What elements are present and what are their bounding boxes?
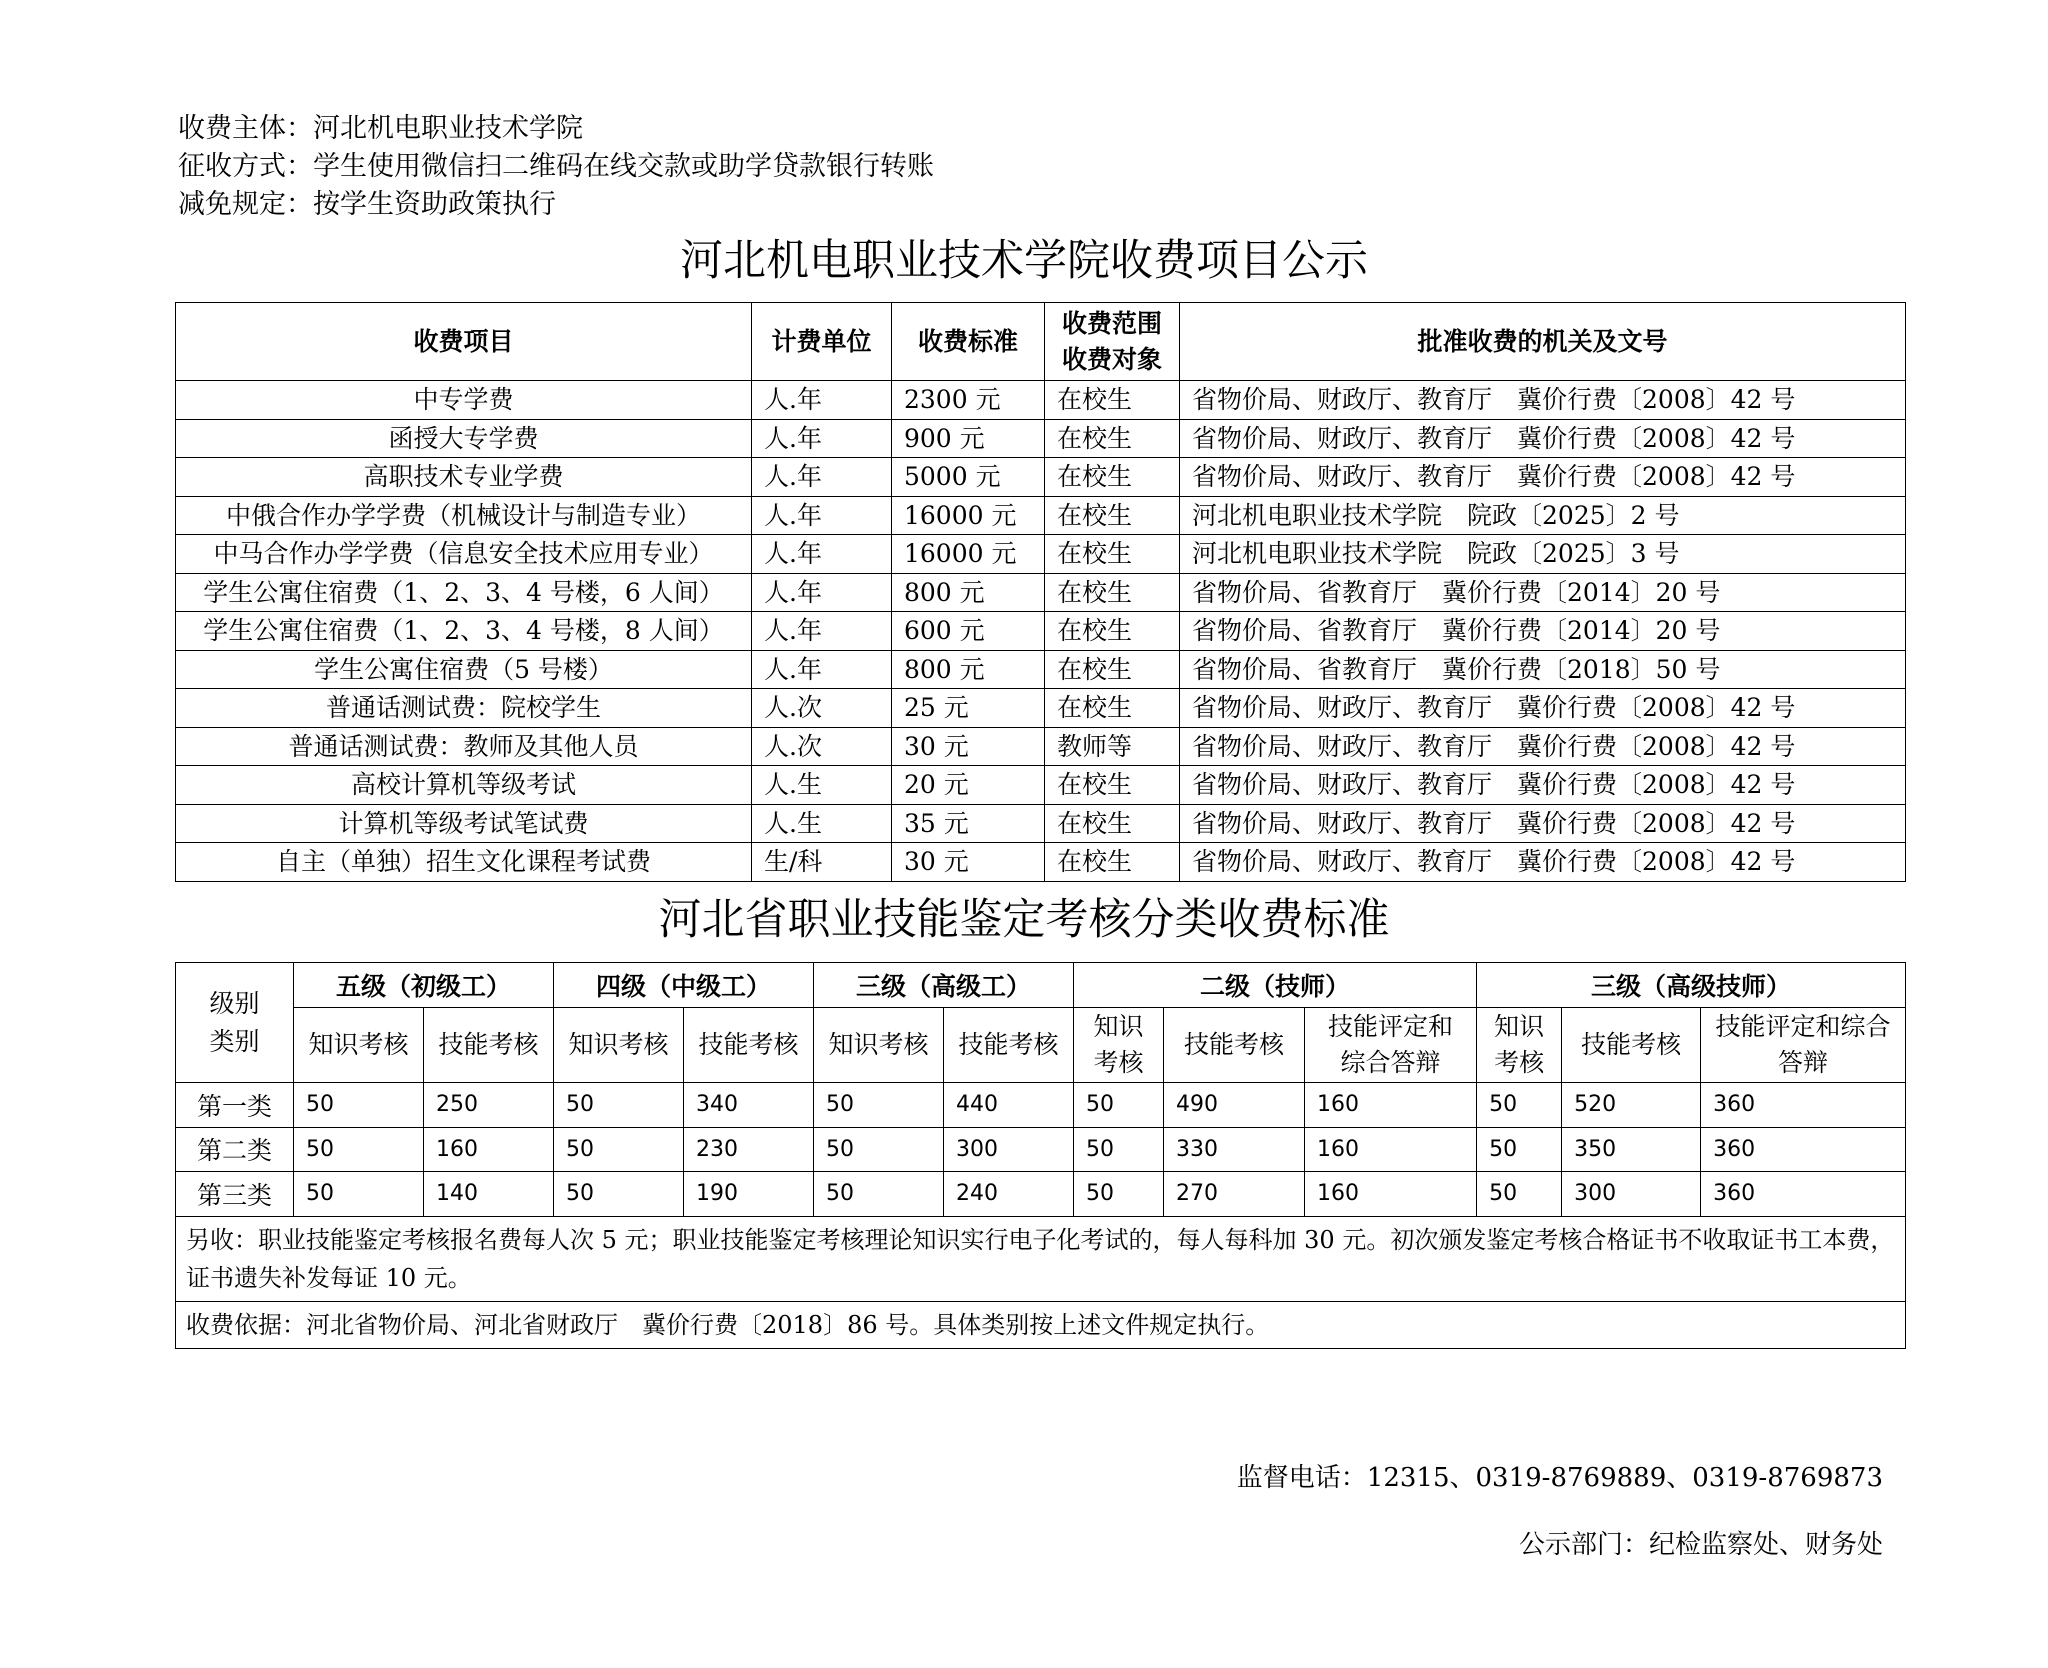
fee-value-cell: 330 [1164, 1127, 1305, 1172]
skill-table-title: 河北省职业技能鉴定考核分类收费标准 [658, 895, 1390, 945]
fee-authority-cell: 省物价局、财政厅、教育厅 冀价行费〔2008〕42 号 [1180, 458, 1906, 497]
info-value: 按学生资助政策执行 [313, 189, 556, 220]
info-collection-method [178, 148, 934, 186]
fee-authority-cell: 省物价局、省教育厅 冀价行费〔2018〕50 号 [1180, 650, 1906, 689]
fee-scope-cell: 在校生 [1045, 535, 1180, 574]
fee-value-cell: 360 [1701, 1127, 1906, 1172]
fee-authority-cell: 省物价局、财政厅、教育厅 冀价行费〔2008〕42 号 [1180, 381, 1906, 420]
fee-authority-cell: 省物价局、财政厅、教育厅 冀价行费〔2008〕42 号 [1180, 766, 1906, 805]
fee-unit-cell: 人.年 [752, 496, 892, 535]
table-row [176, 496, 1906, 535]
fee-table-body [176, 381, 1906, 882]
fee-authority-cell: 河北机电职业技术学院 院政〔2025〕2 号 [1180, 496, 1906, 535]
fee-item-cell: 普通话测试费：院校学生 [176, 689, 752, 728]
fee-item-cell: 中专学费 [176, 381, 752, 420]
sub-knowledge-short: 知识考核 [1074, 1008, 1164, 1083]
fee-item-cell: 函授大专学费 [176, 419, 752, 458]
table-row [176, 1127, 1906, 1172]
fee-value-cell: 490 [1164, 1083, 1305, 1128]
level-2: 二级（技师） [1074, 963, 1477, 1008]
fee-value-cell: 270 [1164, 1172, 1305, 1217]
fee-standard-cell: 30 元 [892, 727, 1045, 766]
fee-unit-cell: 人.年 [752, 573, 892, 612]
corner-cell [176, 963, 294, 1083]
fee-standard-cell: 5000 元 [892, 458, 1045, 497]
fee-scope-cell: 教师等 [1045, 727, 1180, 766]
fee-value-cell: 230 [684, 1127, 814, 1172]
level-senior-technician: 三级（高级技师） [1477, 963, 1906, 1008]
fee-unit-cell: 人.年 [752, 419, 892, 458]
fee-item-cell: 中俄合作办学学费（机械设计与制造专业） [176, 496, 752, 535]
note-row-1 [176, 1216, 1906, 1301]
table-row [176, 689, 1906, 728]
fee-value-cell: 520 [1562, 1083, 1701, 1128]
fee-item-cell: 普通话测试费：教师及其他人员 [176, 727, 752, 766]
category-label: 第一类 [176, 1083, 294, 1128]
fee-unit-cell: 人.年 [752, 458, 892, 497]
fee-unit-cell: 人.生 [752, 766, 892, 805]
fee-table [175, 302, 1906, 882]
info-label: 收费主体： [178, 113, 313, 144]
info-label: 减免规定： [178, 189, 313, 220]
info-reduction-rule [178, 186, 556, 224]
sub-eval: 技能评定和综合答辩 [1701, 1008, 1906, 1083]
fee-scope-cell: 在校生 [1045, 689, 1180, 728]
fee-authority-cell: 省物价局、省教育厅 冀价行费〔2014〕20 号 [1180, 612, 1906, 651]
fee-value-cell: 160 [1305, 1083, 1477, 1128]
fee-item-cell: 学生公寓住宿费（5 号楼） [176, 650, 752, 689]
fee-standard-cell: 16000 元 [892, 496, 1045, 535]
table-row [176, 1172, 1906, 1217]
fee-standard-cell: 35 元 [892, 804, 1045, 843]
fee-value-cell: 250 [424, 1083, 554, 1128]
fee-value-cell: 190 [684, 1172, 814, 1217]
info-fee-subject [178, 110, 583, 148]
fee-unit-cell: 人.次 [752, 689, 892, 728]
sub-skill: 技能考核 [424, 1008, 554, 1083]
fee-value-cell: 50 [1477, 1083, 1562, 1128]
fee-scope-cell: 在校生 [1045, 650, 1180, 689]
fee-scope-cell: 在校生 [1045, 419, 1180, 458]
footer-phone: 监督电话：12315、0319-8769889、0319-8769873 [1236, 1463, 1883, 1493]
fee-value-cell: 160 [1305, 1172, 1477, 1217]
fee-value-cell: 50 [294, 1172, 424, 1217]
info-value: 河北机电职业技术学院 [313, 113, 583, 144]
fee-unit-cell: 人.年 [752, 535, 892, 574]
fee-value-cell: 160 [1305, 1127, 1477, 1172]
sub-knowledge: 知识考核 [814, 1008, 944, 1083]
fee-scope-cell: 在校生 [1045, 804, 1180, 843]
header-standard: 收费标准 [892, 303, 1045, 381]
fee-value-cell: 50 [1074, 1172, 1164, 1217]
sub-skill: 技能考核 [684, 1008, 814, 1083]
fee-scope-cell: 在校生 [1045, 573, 1180, 612]
fee-item-cell: 自主（单独）招生文化课程考试费 [176, 843, 752, 882]
fee-standard-cell: 800 元 [892, 650, 1045, 689]
header-scope [1045, 303, 1180, 381]
header-scope-line2: 收费对象 [1061, 344, 1162, 374]
fee-authority-cell: 省物价局、财政厅、教育厅 冀价行费〔2008〕42 号 [1180, 419, 1906, 458]
fee-authority-cell: 省物价局、财政厅、教育厅 冀价行费〔2008〕42 号 [1180, 804, 1906, 843]
fee-table-title: 河北机电职业技术学院收费项目公示 [680, 236, 1368, 286]
table-row [176, 804, 1906, 843]
table-row [176, 650, 1906, 689]
fee-value-cell: 240 [944, 1172, 1074, 1217]
fee-unit-cell: 生/科 [752, 843, 892, 882]
fee-standard-cell: 900 元 [892, 419, 1045, 458]
fee-scope-cell: 在校生 [1045, 766, 1180, 805]
sub-knowledge: 知识考核 [294, 1008, 424, 1083]
table-row [176, 381, 1906, 420]
fee-value-cell: 300 [1562, 1172, 1701, 1217]
fee-item-cell: 学生公寓住宿费（1、2、3、4 号楼，8 人间） [176, 612, 752, 651]
table-row [176, 727, 1906, 766]
fee-value-cell: 50 [814, 1172, 944, 1217]
level-5: 五级（初级工） [294, 963, 554, 1008]
level-4: 四级（中级工） [554, 963, 814, 1008]
fee-authority-cell: 省物价局、财政厅、教育厅 冀价行费〔2008〕42 号 [1180, 727, 1906, 766]
table-row [176, 843, 1906, 882]
corner-line1: 级别 [209, 988, 260, 1018]
fee-value-cell: 50 [554, 1172, 684, 1217]
fee-authority-cell: 省物价局、财政厅、教育厅 冀价行费〔2008〕42 号 [1180, 843, 1906, 882]
fee-unit-cell: 人.年 [752, 612, 892, 651]
fee-standard-cell: 25 元 [892, 689, 1045, 728]
category-label: 第三类 [176, 1172, 294, 1217]
fee-item-cell: 高职技术专业学费 [176, 458, 752, 497]
sub-skill: 技能考核 [1164, 1008, 1305, 1083]
fee-value-cell: 50 [1074, 1083, 1164, 1128]
fee-value-cell: 50 [1074, 1127, 1164, 1172]
skill-table-body [176, 1083, 1906, 1217]
fee-standard-cell: 30 元 [892, 843, 1045, 882]
note-extra-fees: 另收：职业技能鉴定考核报名费每人次 5 元；职业技能鉴定考核理论知识实行电子化考试的，每人每科加 30 元。初次颁发鉴定考核合格证书不收取证书工本费，证书遗失补发每证 10 元。 [176, 1216, 1906, 1301]
fee-scope-cell: 在校生 [1045, 381, 1180, 420]
fee-value-cell: 50 [814, 1127, 944, 1172]
skill-table [175, 962, 1906, 1349]
fee-standard-cell: 2300 元 [892, 381, 1045, 420]
fee-standard-cell: 16000 元 [892, 535, 1045, 574]
table-row [176, 1083, 1906, 1128]
fee-standard-cell: 800 元 [892, 573, 1045, 612]
fee-scope-cell: 在校生 [1045, 458, 1180, 497]
fee-item-cell: 计算机等级考试笔试费 [176, 804, 752, 843]
table-row [176, 766, 1906, 805]
fee-value-cell: 50 [294, 1083, 424, 1128]
sub-skill: 技能考核 [944, 1008, 1074, 1083]
note-basis: 收费依据：河北省物价局、河北省财政厅 冀价行费〔2018〕86 号。具体类别按上述文件规定执行。 [176, 1301, 1906, 1348]
fee-standard-cell: 20 元 [892, 766, 1045, 805]
fee-standard-cell: 600 元 [892, 612, 1045, 651]
corner-line2: 类别 [209, 1026, 260, 1056]
fee-value-cell: 50 [554, 1083, 684, 1128]
level-3: 三级（高级工） [814, 963, 1074, 1008]
fee-unit-cell: 人.生 [752, 804, 892, 843]
table-row [176, 419, 1906, 458]
header-item: 收费项目 [176, 303, 752, 381]
header-unit: 计费单位 [752, 303, 892, 381]
fee-value-cell: 50 [294, 1127, 424, 1172]
fee-value-cell: 50 [1477, 1172, 1562, 1217]
fee-value-cell: 140 [424, 1172, 554, 1217]
note-row-2 [176, 1301, 1906, 1348]
fee-table-header-row [176, 303, 1906, 381]
fee-value-cell: 360 [1701, 1083, 1906, 1128]
fee-item-cell: 高校计算机等级考试 [176, 766, 752, 805]
fee-unit-cell: 人.次 [752, 727, 892, 766]
info-value: 学生使用微信扫二维码在线交款或助学贷款银行转账 [313, 151, 934, 182]
footer-department: 公示部门：纪检监察处、财务处 [1518, 1530, 1883, 1560]
fee-item-cell: 学生公寓住宿费（1、2、3、4 号楼，6 人间） [176, 573, 752, 612]
fee-authority-cell: 省物价局、省教育厅 冀价行费〔2014〕20 号 [1180, 573, 1906, 612]
sub-knowledge-short: 知识考核 [1477, 1008, 1562, 1083]
fee-authority-cell: 省物价局、财政厅、教育厅 冀价行费〔2008〕42 号 [1180, 689, 1906, 728]
table-row [176, 535, 1906, 574]
fee-item-cell: 中马合作办学学费（信息安全技术应用专业） [176, 535, 752, 574]
fee-value-cell: 160 [424, 1127, 554, 1172]
header-authority: 批准收费的机关及文号 [1180, 303, 1906, 381]
fee-value-cell: 50 [814, 1083, 944, 1128]
fee-authority-cell: 河北机电职业技术学院 院政〔2025〕3 号 [1180, 535, 1906, 574]
fee-unit-cell: 人.年 [752, 381, 892, 420]
sub-knowledge: 知识考核 [554, 1008, 684, 1083]
fee-scope-cell: 在校生 [1045, 496, 1180, 535]
table-row [176, 458, 1906, 497]
sub-skill: 技能考核 [1562, 1008, 1701, 1083]
header-scope-line1: 收费范围 [1061, 308, 1162, 338]
fee-value-cell: 440 [944, 1083, 1074, 1128]
fee-value-cell: 340 [684, 1083, 814, 1128]
fee-scope-cell: 在校生 [1045, 843, 1180, 882]
fee-unit-cell: 人.年 [752, 650, 892, 689]
fee-value-cell: 350 [1562, 1127, 1701, 1172]
fee-value-cell: 360 [1701, 1172, 1906, 1217]
fee-scope-cell: 在校生 [1045, 612, 1180, 651]
fee-value-cell: 300 [944, 1127, 1074, 1172]
skill-level-row [176, 963, 1906, 1008]
table-row [176, 612, 1906, 651]
fee-value-cell: 50 [554, 1127, 684, 1172]
skill-sub-row [176, 1008, 1906, 1083]
info-label: 征收方式： [178, 151, 313, 182]
table-row [176, 573, 1906, 612]
category-label: 第二类 [176, 1127, 294, 1172]
sub-eval: 技能评定和综合答辩 [1305, 1008, 1477, 1083]
fee-value-cell: 50 [1477, 1127, 1562, 1172]
